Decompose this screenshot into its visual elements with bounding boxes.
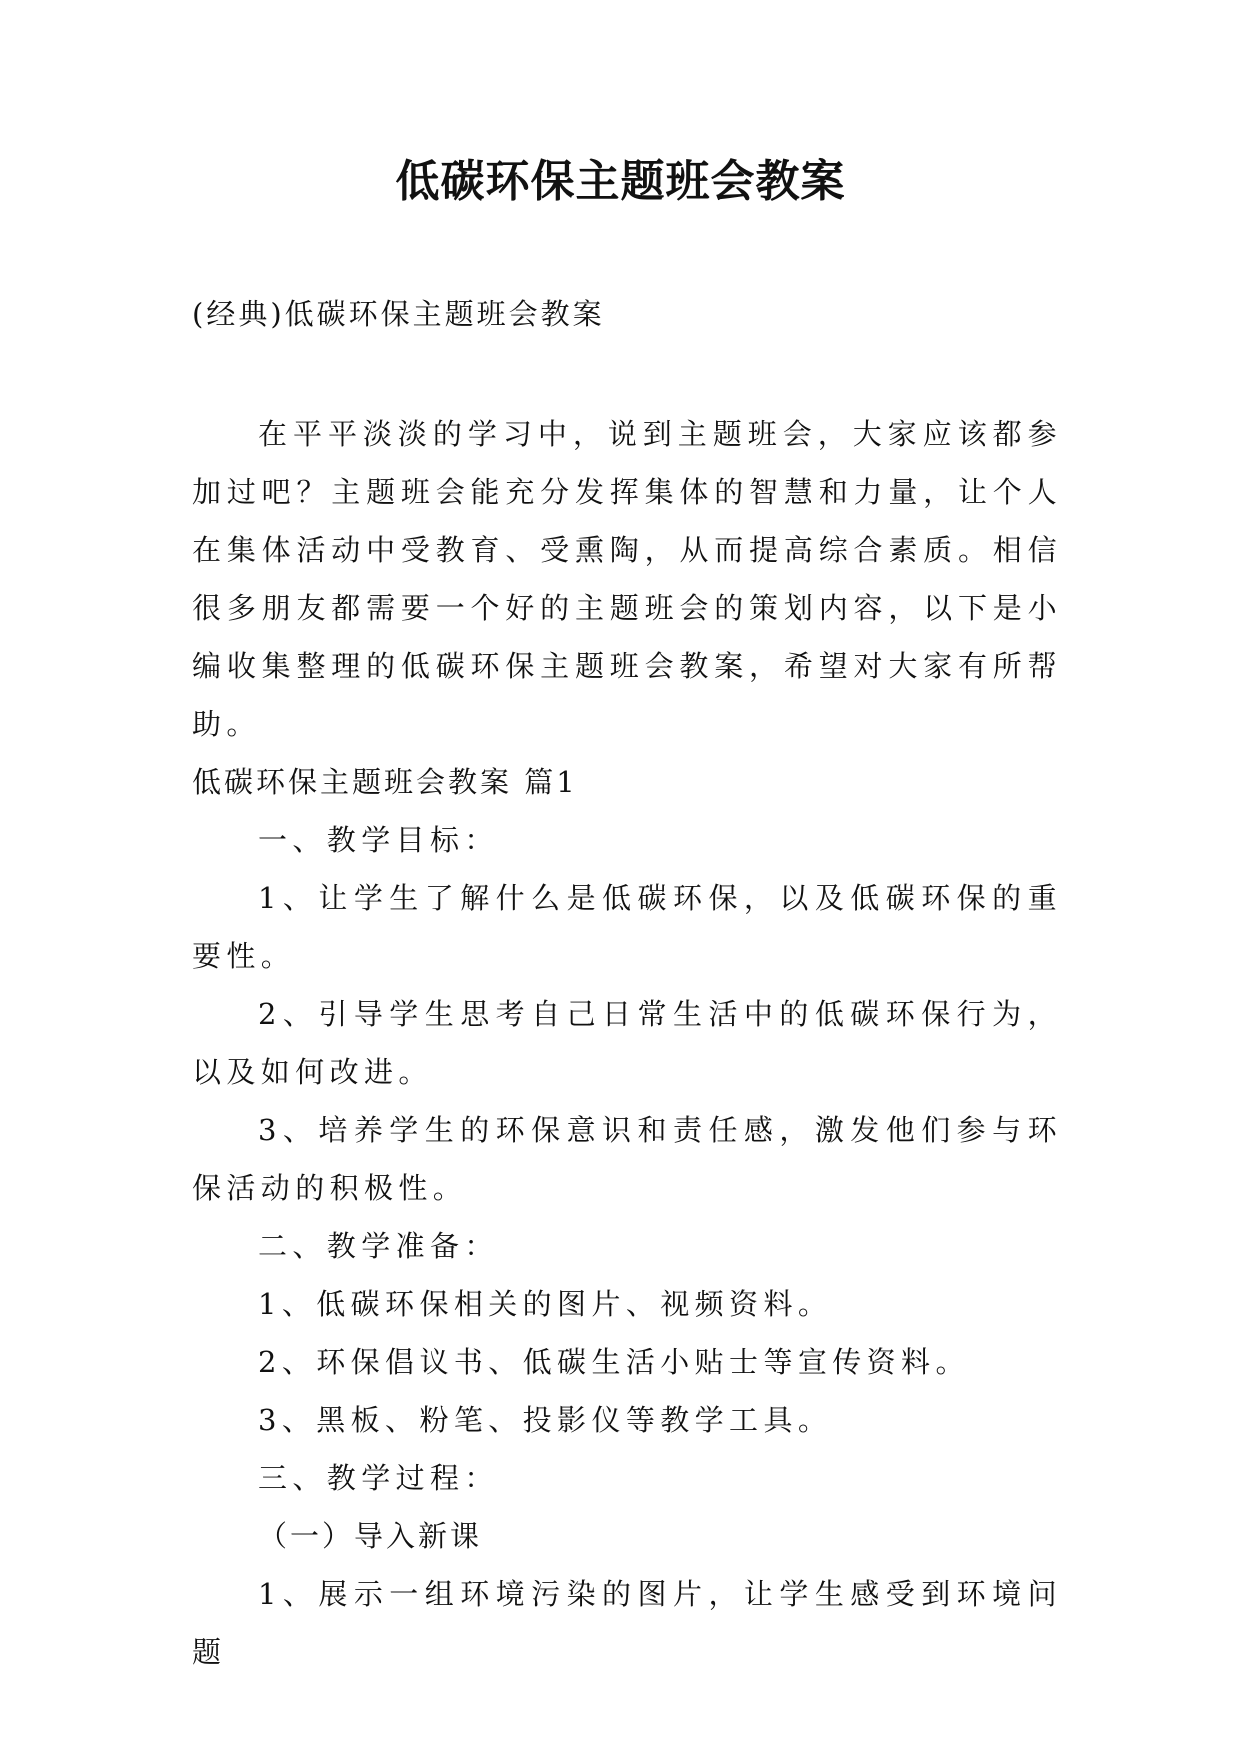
section-heading-part-1: 低碳环保主题班会教案 篇1	[192, 765, 578, 799]
document-title: 低碳环保主题班会教案	[395, 156, 846, 207]
heading-teaching-goals: 一、教学目标：	[258, 823, 499, 857]
goal-item-3: 3、培养学生的环保意识和责任感，激发他们参与环保活动的积极性。	[192, 1113, 1062, 1205]
goal-item-2: 2、引导学生思考自己日常生活中的低碳环保行为，以及如何改进。	[192, 997, 1062, 1089]
preparation-item-3: 3、黑板、粉笔、投影仪等教学工具。	[258, 1403, 833, 1437]
subheading-introduction: （一）导入新课	[258, 1519, 483, 1553]
document-subtitle: (经典)低碳环保主题班会教案	[192, 297, 605, 331]
intro-paragraph: 在平平淡淡的学习中，说到主题班会，大家应该都参加过吧？主题班会能充分发挥集体的智慧和力量，让个人在集体活动中受教育、受熏陶，从而提高综合素质。相信很多朋友都需要一个好的主题班会的策划内容，以下是小编收集整理的低碳环保主题班会教案，希望对大家有所帮助。	[192, 417, 1062, 741]
preparation-item-2: 2、环保倡议书、低碳生活小贴士等宣传资料。	[258, 1345, 970, 1379]
goal-item-1: 1、让学生了解什么是低碳环保，以及低碳环保的重要性。	[192, 881, 1062, 973]
preparation-item-1: 1、低碳环保相关的图片、视频资料。	[258, 1287, 833, 1321]
heading-teaching-preparation: 二、教学准备：	[258, 1229, 499, 1263]
process-item-1: 1、展示一组环境污染的图片，让学生感受到环境问题	[192, 1577, 1062, 1669]
document-body	[192, 405, 1062, 1681]
heading-teaching-process: 三、教学过程：	[258, 1461, 499, 1495]
